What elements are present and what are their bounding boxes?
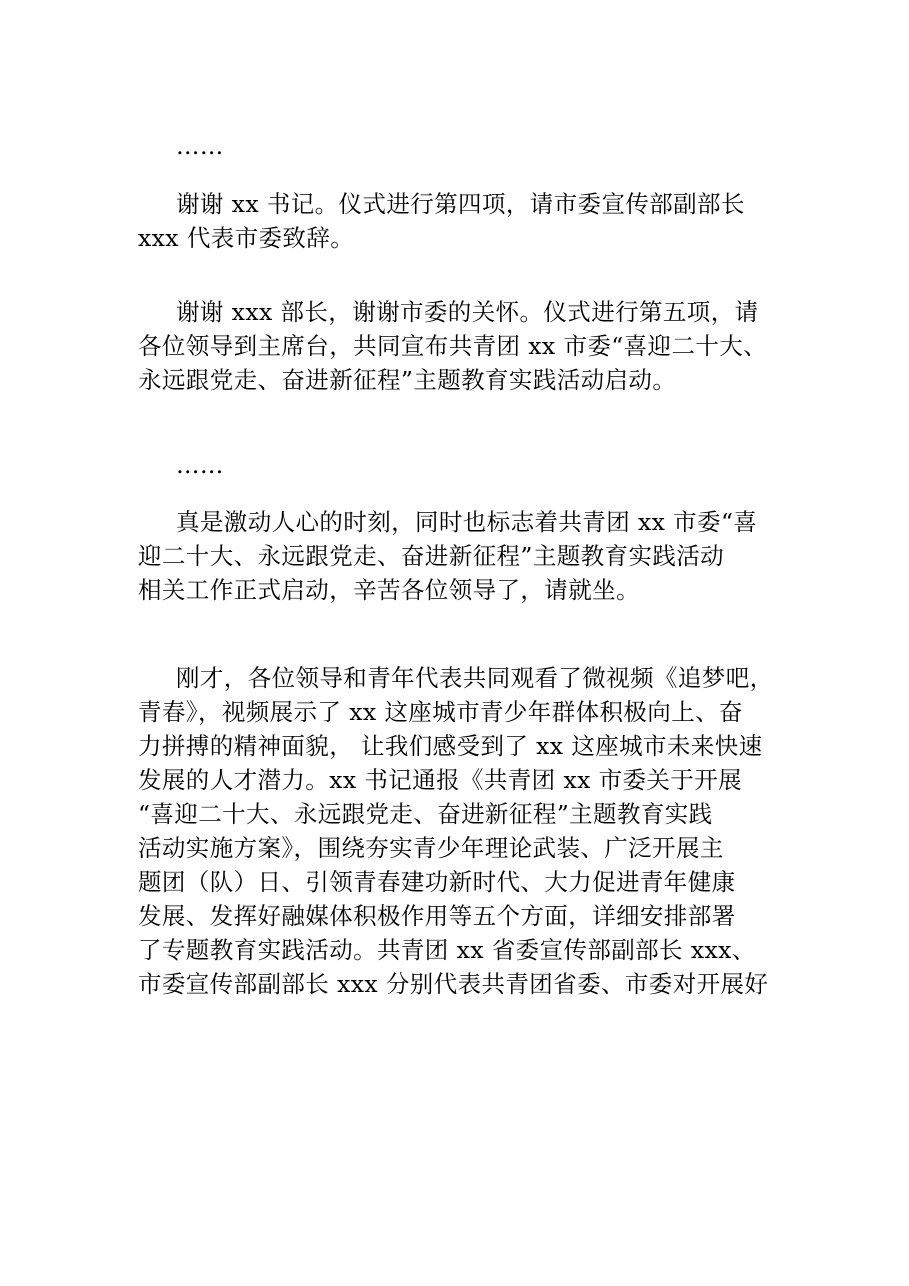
text-line: …… <box>176 451 224 479</box>
text-line: 谢谢 xx 书记。仪式进行第四项，请市委宣传部副部长 <box>176 190 745 218</box>
text-line: 相关工作正式启动，辛苦各位领导了，请就坐。 <box>138 576 640 604</box>
text-line: 刚才，各位领导和青年代表共同观看了微视频《追梦吧， <box>176 664 774 692</box>
text-line: 真是激动人心的时刻，同时也标志着共青团 xx 市委“喜 <box>176 508 758 536</box>
paragraph-ellipsis-1 <box>138 129 778 163</box>
text-line: 发展的人才潜力。xx 书记通报《共青团 xx 市委关于开展 <box>138 766 743 794</box>
text-line: 题团（队）日、引领青春建功新时代、大力促进青年健康 <box>138 868 736 896</box>
text-line: xxx 代表市委致辞。 <box>138 224 355 252</box>
paragraph-speech-item-5 <box>138 295 778 397</box>
text-line: 永远跟党走、奋进新征程”主题教育实践活动启动。 <box>138 366 677 394</box>
text-line: 迎二十大、永远跟党走、奋进新征程”主题教育实践活动 <box>138 542 725 570</box>
text-line: 力拼搏的精神面貌， 让我们感受到了 xx 这座城市未来快速 <box>138 732 763 760</box>
paragraph-ellipsis-2 <box>138 448 778 482</box>
text-line: 市委宣传部副部长 xxx 分别代表共青团省委、市委对开展好 <box>138 970 769 998</box>
text-line: 谢谢 xxx 部长，谢谢市委的关怀。仪式进行第五项，请 <box>176 298 759 326</box>
text-line <box>138 1001 778 1035</box>
text-line: 活动实施方案》，围绕夯实青少年理论武装、广泛开展主 <box>138 834 724 862</box>
text-line: 各位领导到主席台，共同宣布共青团 xx 市委“喜迎二十大、 <box>138 332 768 360</box>
paragraph-launch-moment <box>138 505 778 607</box>
paragraph-speech-item-4 <box>138 187 778 255</box>
text-line: 了专题教育实践活动。共青团 xx 省委宣传部副部长 xxx、 <box>138 936 756 964</box>
text-line: …… <box>176 132 224 160</box>
text-line: 青春》，视频展示了 xx 这座城市青少年群体积极向上、奋 <box>138 698 743 726</box>
text-line: 发展、发挥好融媒体积极作用等五个方面，详细安排部署 <box>138 902 736 930</box>
text-line: “喜迎二十大、永远跟党走、奋进新征程”主题教育实践 <box>138 800 713 828</box>
paragraph-summary <box>138 661 778 1035</box>
